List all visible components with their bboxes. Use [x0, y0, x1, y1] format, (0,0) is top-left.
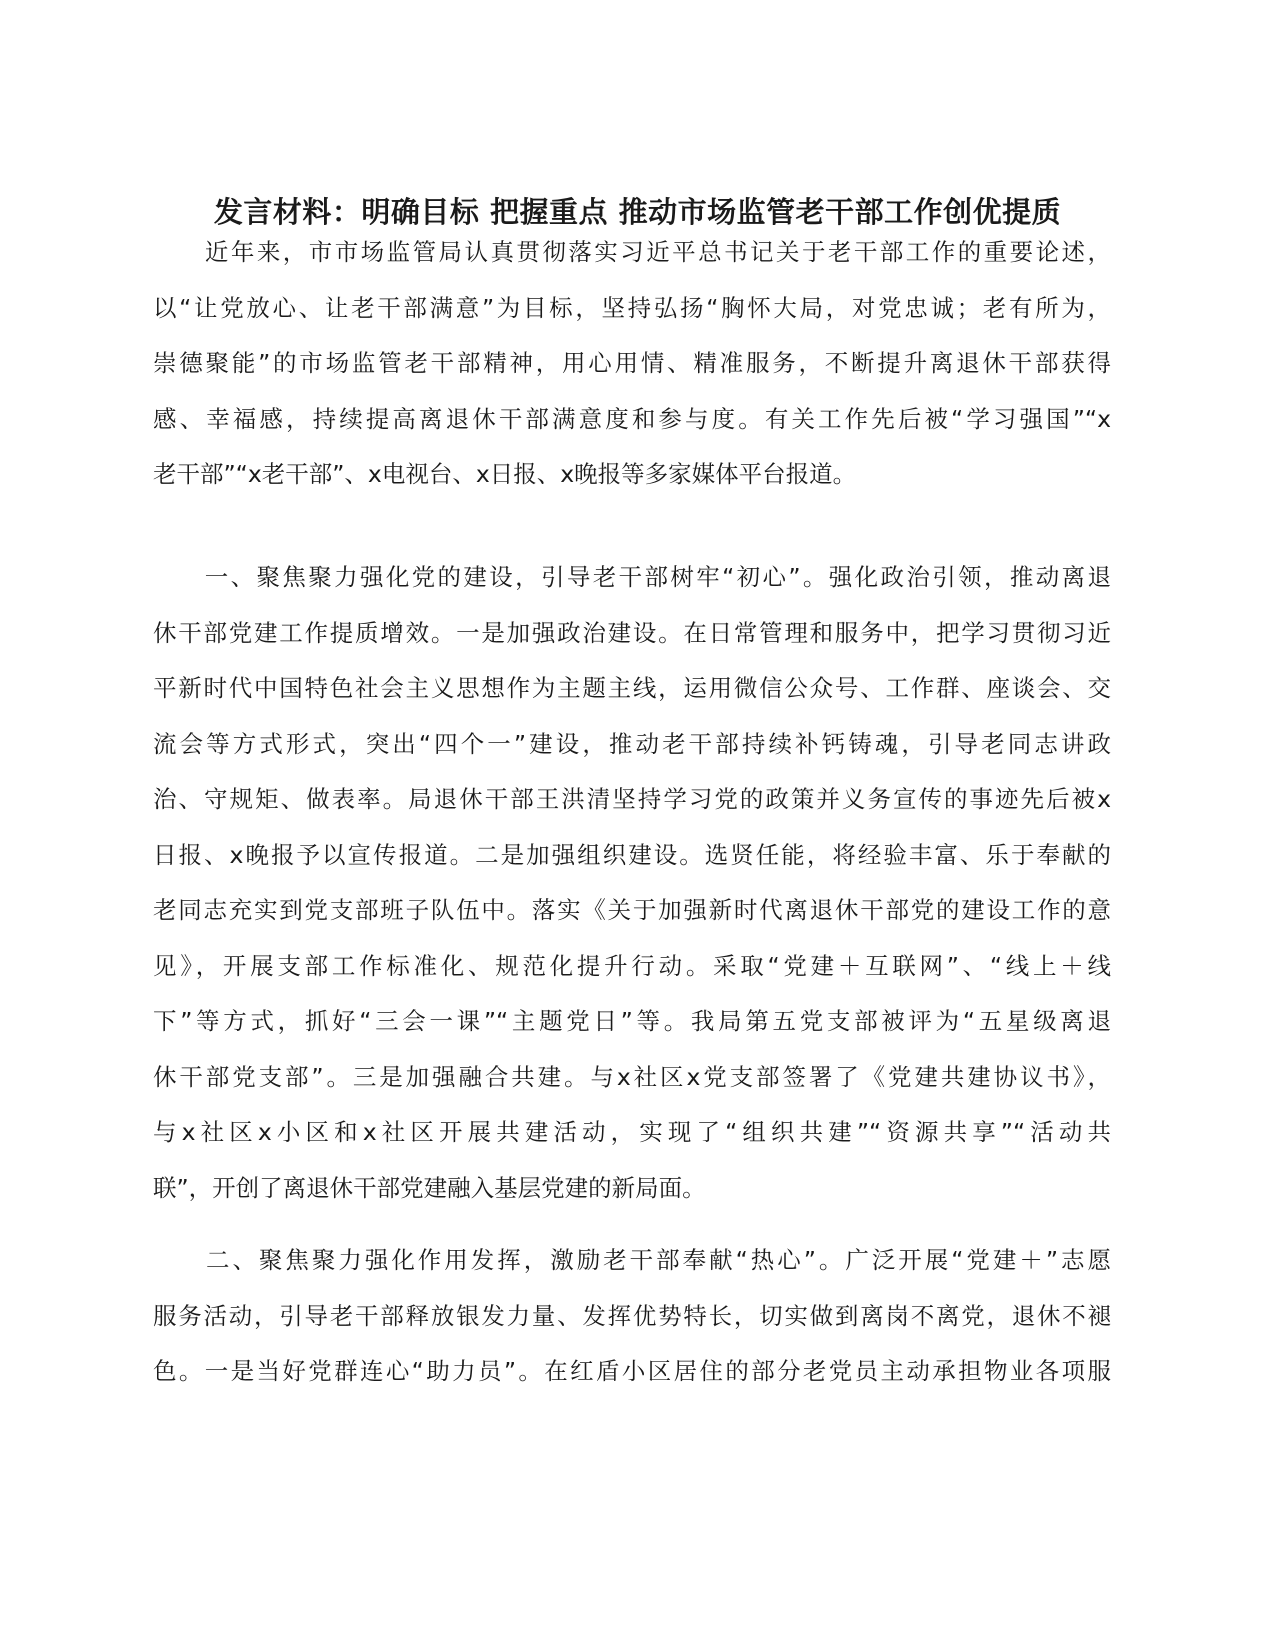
text-line: 平新时代中国特色社会主义思想作为主题主线，运用微信公众号、工作群、座谈会、交: [153, 674, 1111, 702]
text-line: 色。一是当好党群连心“助力员”。在红盾小区居住的部分老党员主动承担物业各项服: [153, 1357, 1111, 1385]
document-title: 发言材料：明确目标 把握重点 推动市场监管老干部工作创优提质: [213, 195, 1062, 229]
text-line: 一、聚焦聚力强化党的建设，引导老干部树牢“初心”。强化政治引领，推动离退: [153, 563, 1111, 591]
text-line: 感、幸福感，持续提高离退休干部满意度和参与度。有关工作先后被“学习强国”“x: [153, 404, 1111, 433]
text-line: 服务活动，引导老干部释放银发力量、发挥优势特长，切实做到离岗不离党，退休不褪: [153, 1301, 1111, 1330]
text-line: 二、聚焦聚力强化作用发挥，激励老干部奉献“热心”。广泛开展“党建＋”志愿: [153, 1246, 1111, 1274]
text-line: 以“让党放心、让老干部满意”为目标，坚持弘扬“胸怀大局，对党忠诚；老有所为，: [153, 293, 1111, 322]
text-line: 老同志充实到党支部班子队伍中。落实《关于加强新时代离退休干部党的建设工作的意: [153, 896, 1111, 924]
text-line: 老干部”“x老干部”、x电视台、x日报、x晚报等多家媒体平台报道。: [153, 460, 857, 488]
text-line: 治、守规矩、做表率。局退休干部王洪清坚持学习党的政策并义务宣传的事迹先后被x: [153, 785, 1111, 813]
text-line: 下”等方式，抓好“三会一课”“主题党日”等。我局第五党支部被评为“五星级离退: [153, 1007, 1111, 1035]
text-line: 流会等方式形式，突出“四个一”建设，推动老干部持续补钙铸魂，引导老同志讲政: [153, 729, 1111, 758]
text-line: 休干部党建工作提质增效。一是加强政治建设。在日常管理和服务中，把学习贯彻习近: [153, 618, 1111, 647]
text-line: 见》，开展支部工作标准化、规范化提升行动。采取“党建＋互联网”、“线上＋线: [153, 951, 1111, 980]
text-line: 日报、x晚报予以宣传报道。二是加强组织建设。选贤任能，将经验丰富、乐于奉献的: [153, 840, 1111, 869]
text-line: 崇德聚能”的市场监管老干部精神，用心用情、精准服务，不断提升离退休干部获得: [153, 349, 1111, 377]
text-line: 休干部党支部”。三是加强融合共建。与x社区x党支部签署了《党建共建协议书》，: [153, 1062, 1111, 1091]
text-line: 联”，开创了离退休干部党建融入基层党建的新局面。: [153, 1173, 706, 1202]
text-line: 与x社区x小区和x社区开展共建活动，实现了“组织共建”“资源共享”“活动共: [153, 1118, 1111, 1146]
text-line: 近年来，市市场监管局认真贯彻落实习近平总书记关于老干部工作的重要论述，: [153, 238, 1111, 266]
